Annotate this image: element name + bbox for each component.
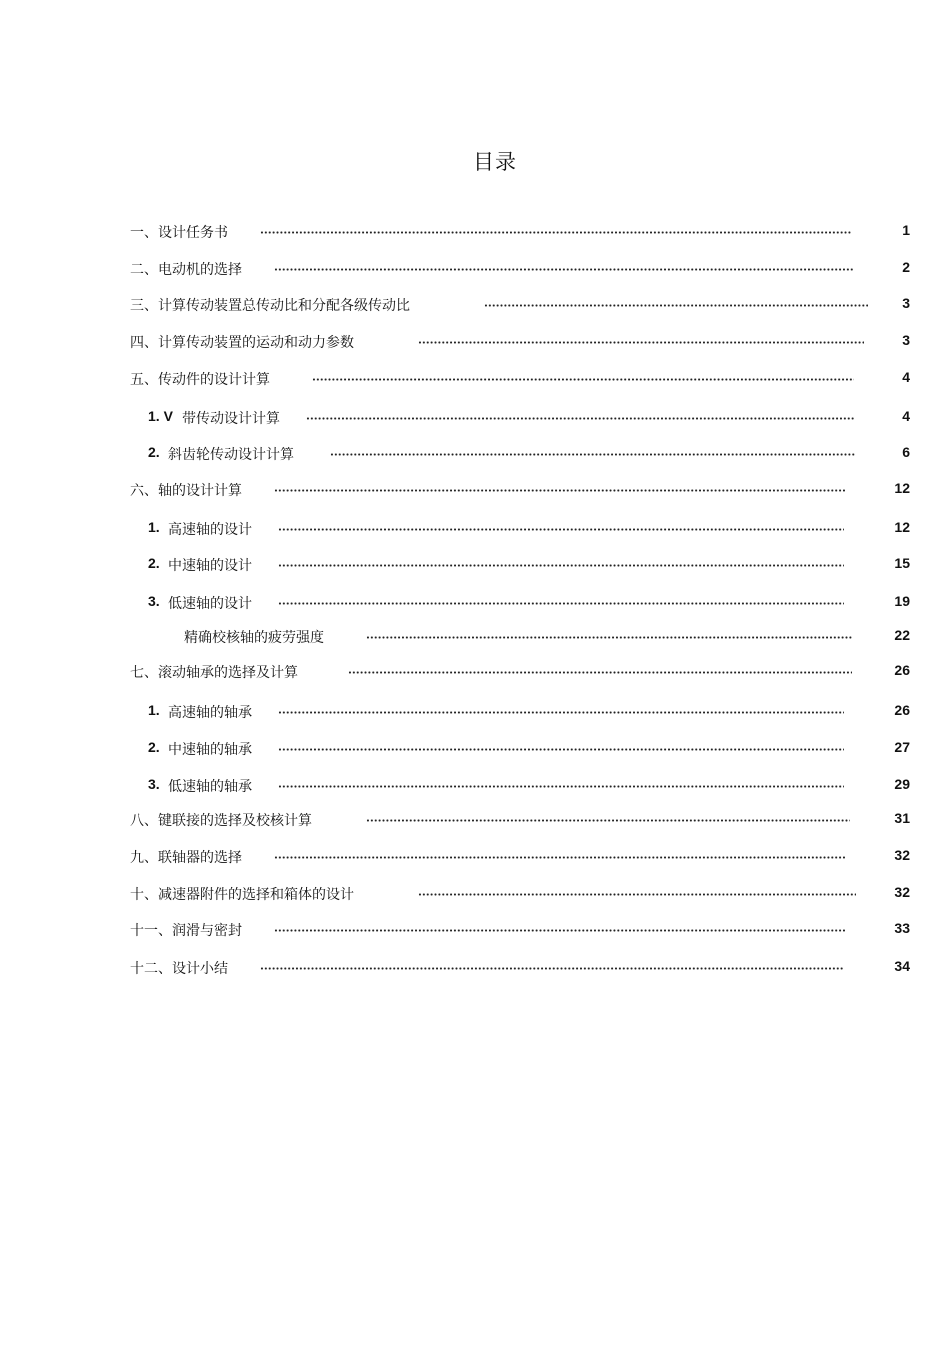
- toc-entry-number: 3.: [148, 593, 160, 609]
- toc-entry[interactable]: [130, 659, 910, 683]
- toc-dot-leader: [260, 967, 844, 970]
- toc-entry-page: 26: [894, 662, 910, 678]
- toc-entry-page: 29: [894, 776, 910, 792]
- toc-entry-label: 十二、设计小结: [130, 961, 228, 977]
- toc-entry[interactable]: [130, 477, 910, 501]
- toc-dot-leader: [274, 929, 846, 932]
- toc-entry-label: 五、传动件的设计计算: [130, 372, 270, 388]
- toc-dot-leader: [260, 231, 852, 234]
- toc-entry-label: 七、滚动轴承的选择及计算: [130, 665, 298, 681]
- toc-entry[interactable]: [130, 881, 910, 905]
- toc-entry-label: 十、减速器附件的选择和箱体的设计: [130, 887, 354, 903]
- toc-dot-leader: [274, 268, 854, 271]
- toc-entry-label: 六、轴的设计计算: [130, 483, 242, 499]
- toc-entry-number: 2.: [148, 555, 160, 571]
- toc-entry-label: 三、计算传动装置总传动比和分配各级传动比: [130, 298, 410, 314]
- toc-entry-page: 3: [902, 295, 910, 311]
- toc-entry-page: 15: [894, 555, 910, 571]
- toc-dot-leader: [306, 417, 854, 420]
- toc-entry[interactable]: [130, 917, 910, 941]
- toc-entry-label: 斜齿轮传动设计计算: [168, 447, 294, 463]
- toc-entry-label: 精确校核轴的疲劳强度: [184, 630, 324, 646]
- toc-entry-label: 二、电动机的选择: [130, 262, 242, 278]
- toc-entry[interactable]: [130, 329, 910, 353]
- toc-entry[interactable]: [148, 736, 910, 760]
- toc-entry-page: 32: [894, 884, 910, 900]
- toc-entry[interactable]: [130, 256, 910, 280]
- toc-entry[interactable]: [184, 624, 910, 648]
- page-title: 目录: [473, 150, 517, 174]
- toc-entry-label: 低速轴的设计: [168, 596, 252, 612]
- toc-entry-page: 2: [902, 259, 910, 275]
- toc-entry[interactable]: [148, 590, 910, 614]
- toc-dot-leader: [366, 636, 852, 639]
- toc-entry-page: 22: [894, 627, 910, 643]
- toc-entry[interactable]: [130, 844, 910, 868]
- toc-entry[interactable]: [148, 552, 910, 576]
- toc-entry-number: 2.: [148, 739, 160, 755]
- toc-entry-page: 1: [902, 222, 910, 238]
- toc-dot-leader: [278, 528, 844, 531]
- toc-entry[interactable]: [148, 441, 910, 465]
- toc-entry[interactable]: [130, 219, 910, 243]
- toc-entry-label: 九、联轴器的选择: [130, 850, 242, 866]
- toc-dot-leader: [312, 378, 854, 381]
- toc-entry-label: 中速轴的轴承: [168, 742, 252, 758]
- toc-dot-leader: [278, 564, 844, 567]
- toc-entry-label: 四、计算传动装置的运动和动力参数: [130, 335, 354, 351]
- toc-dot-leader: [348, 671, 852, 674]
- toc-entry[interactable]: [148, 773, 910, 797]
- toc-entry-page: 26: [894, 702, 910, 718]
- toc-entry[interactable]: [130, 292, 910, 316]
- toc-entry-label: 带传动设计计算: [182, 411, 280, 427]
- toc-entry-label: 中速轴的设计: [168, 558, 252, 574]
- toc-dot-leader: [278, 748, 844, 751]
- toc-dot-leader: [418, 341, 864, 344]
- toc-entry-page: 4: [902, 408, 910, 424]
- toc-entry-page: 3: [902, 332, 910, 348]
- toc-entry-number: 2.: [148, 444, 160, 460]
- toc-dot-leader: [278, 785, 844, 788]
- toc-entry-page: 12: [894, 519, 910, 535]
- toc-entry-page: 32: [894, 847, 910, 863]
- toc-entry-number: 1. V: [148, 408, 173, 424]
- toc-entry-page: 19: [894, 593, 910, 609]
- toc-entry[interactable]: [148, 405, 910, 429]
- toc-entry[interactable]: [148, 516, 910, 540]
- toc-dot-leader: [418, 893, 856, 896]
- toc-entry-label: 低速轴的轴承: [168, 779, 252, 795]
- toc-entry-page: 12: [894, 480, 910, 496]
- toc-entry-number: 1.: [148, 519, 160, 535]
- toc-dot-leader: [366, 819, 850, 822]
- toc-entry-label: 高速轴的设计: [168, 522, 252, 538]
- toc-dot-leader: [330, 453, 856, 456]
- toc-entry-page: 33: [894, 920, 910, 936]
- toc-entry-label: 十一、润滑与密封: [130, 923, 242, 939]
- toc-entry-label: 八、键联接的选择及校核计算: [130, 813, 312, 829]
- toc-entry-label: 高速轴的轴承: [168, 705, 252, 721]
- toc-entry-page: 31: [894, 810, 910, 826]
- toc-entry-page: 4: [902, 369, 910, 385]
- toc-dot-leader: [484, 304, 868, 307]
- toc-entry-page: 27: [894, 739, 910, 755]
- toc-entry-page: 6: [902, 444, 910, 460]
- toc-dot-leader: [278, 602, 844, 605]
- toc-dot-leader: [274, 856, 846, 859]
- toc-entry-number: 1.: [148, 702, 160, 718]
- toc-dot-leader: [274, 489, 846, 492]
- toc-entry-number: 3.: [148, 776, 160, 792]
- toc-entry[interactable]: [130, 955, 910, 979]
- toc-entry[interactable]: [130, 807, 910, 831]
- toc-entry[interactable]: [130, 366, 910, 390]
- toc-entry-page: 34: [894, 958, 910, 974]
- toc-entry-label: 一、设计任务书: [130, 225, 228, 241]
- toc-dot-leader: [278, 711, 844, 714]
- toc-entry[interactable]: [148, 699, 910, 723]
